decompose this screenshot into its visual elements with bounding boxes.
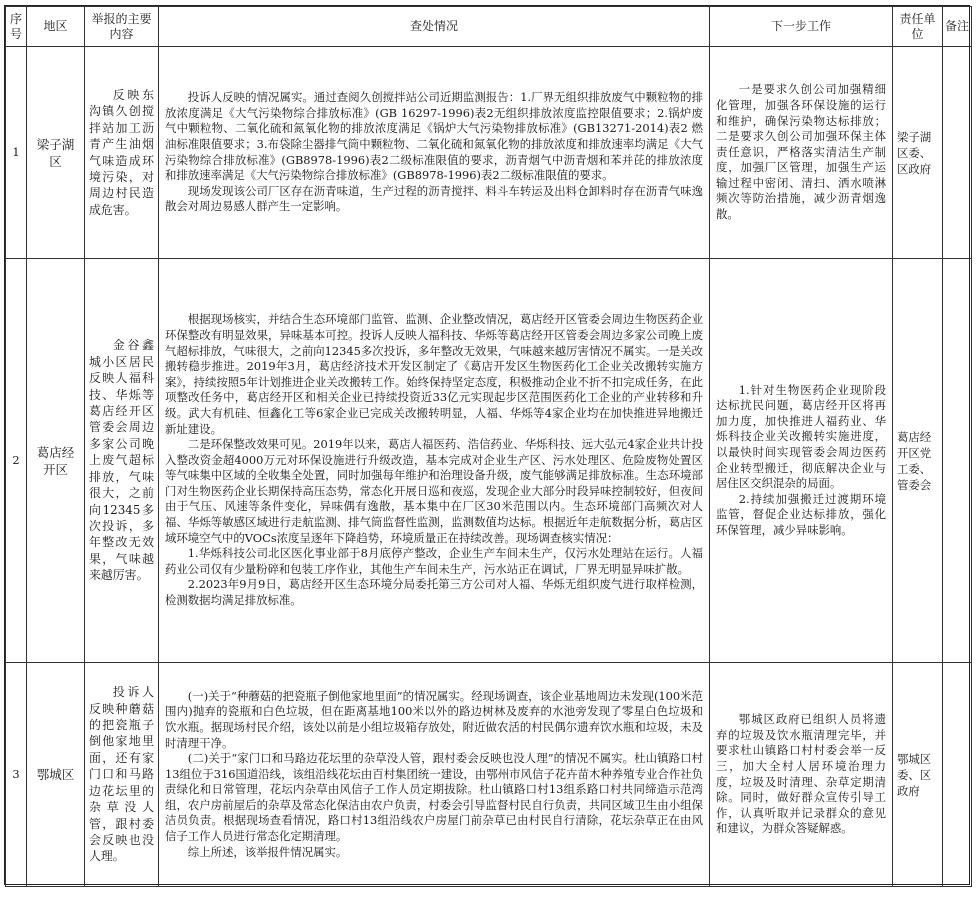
situation-para: 根据现场核实，并结合生态环境部门监管、监测、企业整改情况，葛店经开区管委会周边生物医药企业环保整改有明显效果，异味基本可控。投诉人反映人福科技、华烁等葛店经开区管委会周边多家公司晚上废气超标排放，气味很大，之前向12345多次投诉，多年整改无效果，气味越来越厉害情况不属实。一是关改搬转稳步推进。2019年3月，葛店经济技术开发区制定了《葛店开发区生物医药化工企业关改搬转实施方案》，持续按照5年计划推进企业关改搬转工作。始终保持坚定态度，积极推动企业不折不扣完成任务，在此项整改任务中，葛店经开区和相关企业已持续投资近33亿元实现起步区范围医药化工企业的产业转移和升级。武大有机硅、恒鑫化工等6家企业已完成关改搬转明显，人福、华烁等4家企业均在加快推进异地搬迁新址建设。 bbox=[165, 312, 703, 436]
next-para: 鄂城区政府已组织人员将遗弃的垃圾及饮水瓶清理完毕，并要求杜山镇路口村村委会举一反三，加大全村人居环境治理力度，垃圾及时清理、杂草定期清除。同时，做好群众宣传引导工作，认真听取并记录群众的意见和建议，为群众答疑解惑。 bbox=[716, 712, 886, 836]
table-row bbox=[6, 259, 972, 663]
table-row bbox=[6, 663, 972, 887]
situation-para: (一)关于“种蘑菇的把瓷瓶子倒他家地里面”的情况属实。经现场调查，该企业基地周边未发现(100米范围内)抛弃的瓷瓶和白色垃圾，但在距离基地100米以外的路边树林及废弃的水池旁发现了零星白色垃圾和饮水瓶。据现场村民介绍，该处以前是小组垃圾箱存放处，附近做农活的村民偶尔遗弃饮水瓶和垃圾，未及时清理干净。 bbox=[165, 688, 703, 750]
situation-para: 投诉人反映的情况属实。通过查阅久创搅拌站公司近期监测报告：1.厂界无组织排放废气中颗粒物的排放浓度满足《大气污染物综合排放标准》(GB 16297-1996)表2无组织排放浓度监控限值要求；2.锅炉废气中颗粒物、二氧化硫和氮氧化物的排放浓度满足《锅炉大气污染物排放标准》(GB13271-2014)表2 燃油标准限值要求；3.布袋除尘器排气筒中颗粒物、二氧化硫和氮氧化物的排放浓度和排放速率均满足《大气污染物综合排放标准》(GB8978-1996)表2二级标准限值的要求，沥青烟气中沥青烟和苯并芘的排放浓度和排放速率满足《大气污染物综合排放标准》(GB8978-1996)表2二级标准限值的要求。 bbox=[165, 90, 703, 183]
row-next bbox=[710, 47, 893, 259]
situation-para: 2.2023年9月9日，葛店经开区生态环境分局委托第三方公司对人福、华烁无组织废气进行取样检测，检测数据均满足排放标准。 bbox=[165, 577, 703, 608]
header-next: 下一步工作 bbox=[710, 7, 893, 47]
header-content: 举报的主要内容 bbox=[85, 7, 159, 47]
next-para: 1.针对生物医药企业现阶段达标扰民问题，葛店经开区将再加力度，加快推进人福药业、华烁科技企业关改搬转实施进度，以最快时间实现管委会周边医药企业转型搬迁，彻底解决企业与居住区交织混杂的局面。 bbox=[716, 382, 886, 491]
complaint-table bbox=[5, 6, 972, 887]
table-row bbox=[6, 47, 972, 259]
row-region: 鄂城区 bbox=[27, 663, 85, 887]
situation-para: 现场发现该公司厂区存在沥青味道，生产过程的沥青搅拌、料斗车转运及出料仓卸料时存在沥青气味逸散会对周边易感人群产生一定影响。 bbox=[165, 183, 703, 214]
row-note bbox=[943, 47, 972, 259]
row-resp: 鄂城区委、区政府 bbox=[893, 663, 943, 887]
row-content-text: 金谷鑫城小区居民反映人福科技、华烁等葛店经开区管委会周边多家公司晚上废气超标排放，气味很大，之前向12345多次投诉，多年整改无效果，气味越来越厉害。 bbox=[89, 338, 154, 583]
report-sheet bbox=[4, 5, 970, 885]
header-region: 地区 bbox=[27, 7, 85, 47]
row-content-text: 投诉人反映种蘑菇的把瓷瓶子倒他家地里面，还有家门口和马路边花坛里的杂草没人管，跟村委会反映也没人理。 bbox=[89, 685, 154, 864]
row-situation bbox=[159, 663, 710, 887]
header-resp: 责任单位 bbox=[893, 7, 943, 47]
situation-para: 二是环保整改效果可见。2019年以来，葛店人福医药、浩信药业、华烁科技、远大弘元4家企业共计投入整改资金超4000万元对环保设施进行升级改造，基本完成对企业生产区、污水处理区、危险废物处置区等气味集中区域的全收集全处置，同时加强每年维护和治理设备升级，废气能够满足排放标准。生态环境部门对生物医药企业长期保持高压态势，常态化开展日巡和夜巡，发现企业大部分时段异味控制较好，但夜间由于气压、风速等条件变化，异味偶有逸散，基本集中在厂区30米范围以内。生态环境部门高频次对人福、华烁等敏感区域进行走航监测、排气筒监督性监测，监测数值均达标。根据近年走航数据分析，葛店区域环境空气中的VOCs浓度呈逐年下降趋势，环境质量正在持续改善。现场调查核实情况： bbox=[165, 437, 703, 545]
header-row bbox=[6, 7, 972, 47]
row-note bbox=[943, 663, 972, 887]
next-para: 2.持续加强搬迁过渡期环境监管，督促企业达标排放，强化环保管理，减少异味影响。 bbox=[716, 491, 886, 537]
row-situation bbox=[159, 47, 710, 259]
row-content-text: 反映东沟镇久创搅拌站加工沥青产生油烟气味造成环境污染，对周边村民造成危害。 bbox=[89, 87, 154, 217]
header-note: 备注 bbox=[943, 7, 972, 47]
row-note bbox=[943, 259, 972, 663]
row-resp: 葛店经开区党工委、管委会 bbox=[893, 259, 943, 663]
next-para: 一是要求久创公司加强精细化管理，加强各环保设施的运行和维护，确保污染物达标排放；二是要求久创公司加强环保主体责任意识，严格落实清洁生产制度，加强厂区管理，加强生产运输过程中密闭、清扫、洒水喷淋频次等防治措施，减少沥青烟逸散。 bbox=[716, 82, 886, 222]
header-situation: 查处情况 bbox=[159, 7, 710, 47]
row-region: 葛店经开区 bbox=[27, 259, 85, 663]
situation-para: (二)关于“家门口和马路边花坛里的杂草没人管，跟村委会反映也没人理”的情况不属实。杜山镇路口村13组位于316国道沿线，该组沿线花坛由百村集团统一建设，由鄂州市风信子花卉苗木种养殖专业合作社负责绿化和日常管理，花坛内杂草由风信子工作人员定期拔除。杜山镇路口村13组系路口村共同缔造示范湾组，农户房前屋后的杂草及常态化保洁由农户负责，村委会引导监督村民自行负责，共同区域卫生由小组保洁员负责。根据现场查看情况，路口村13组沿线农户房屋门前杂草已由村民自行清除，花坛杂草正在由风信子工作人员进行常态化定期清理。 bbox=[165, 751, 703, 844]
situation-para: 1.华烁科技公司北区医化事业部于8月底停产整改，企业生产车间未生产，仅污水处理站在运行。人福药业公司仅有少量粉碎和包装工序作业，其他生产车间未生产，污水站正在调试，厂界无明显异味扩散。 bbox=[165, 546, 703, 576]
row-num: 2 bbox=[6, 259, 27, 663]
row-next bbox=[710, 663, 893, 887]
row-region: 梁子湖区 bbox=[27, 47, 85, 259]
row-num: 3 bbox=[6, 663, 27, 887]
row-content bbox=[85, 259, 159, 663]
row-num: 1 bbox=[6, 47, 27, 259]
row-resp: 梁子湖区委、区政府 bbox=[893, 47, 943, 259]
header-num: 序号 bbox=[6, 7, 27, 47]
row-next bbox=[710, 259, 893, 663]
situation-para: 综上所述，该举报件情况属实。 bbox=[187, 844, 348, 859]
row-content bbox=[85, 47, 159, 259]
row-content bbox=[85, 663, 159, 887]
row-situation bbox=[159, 259, 710, 663]
